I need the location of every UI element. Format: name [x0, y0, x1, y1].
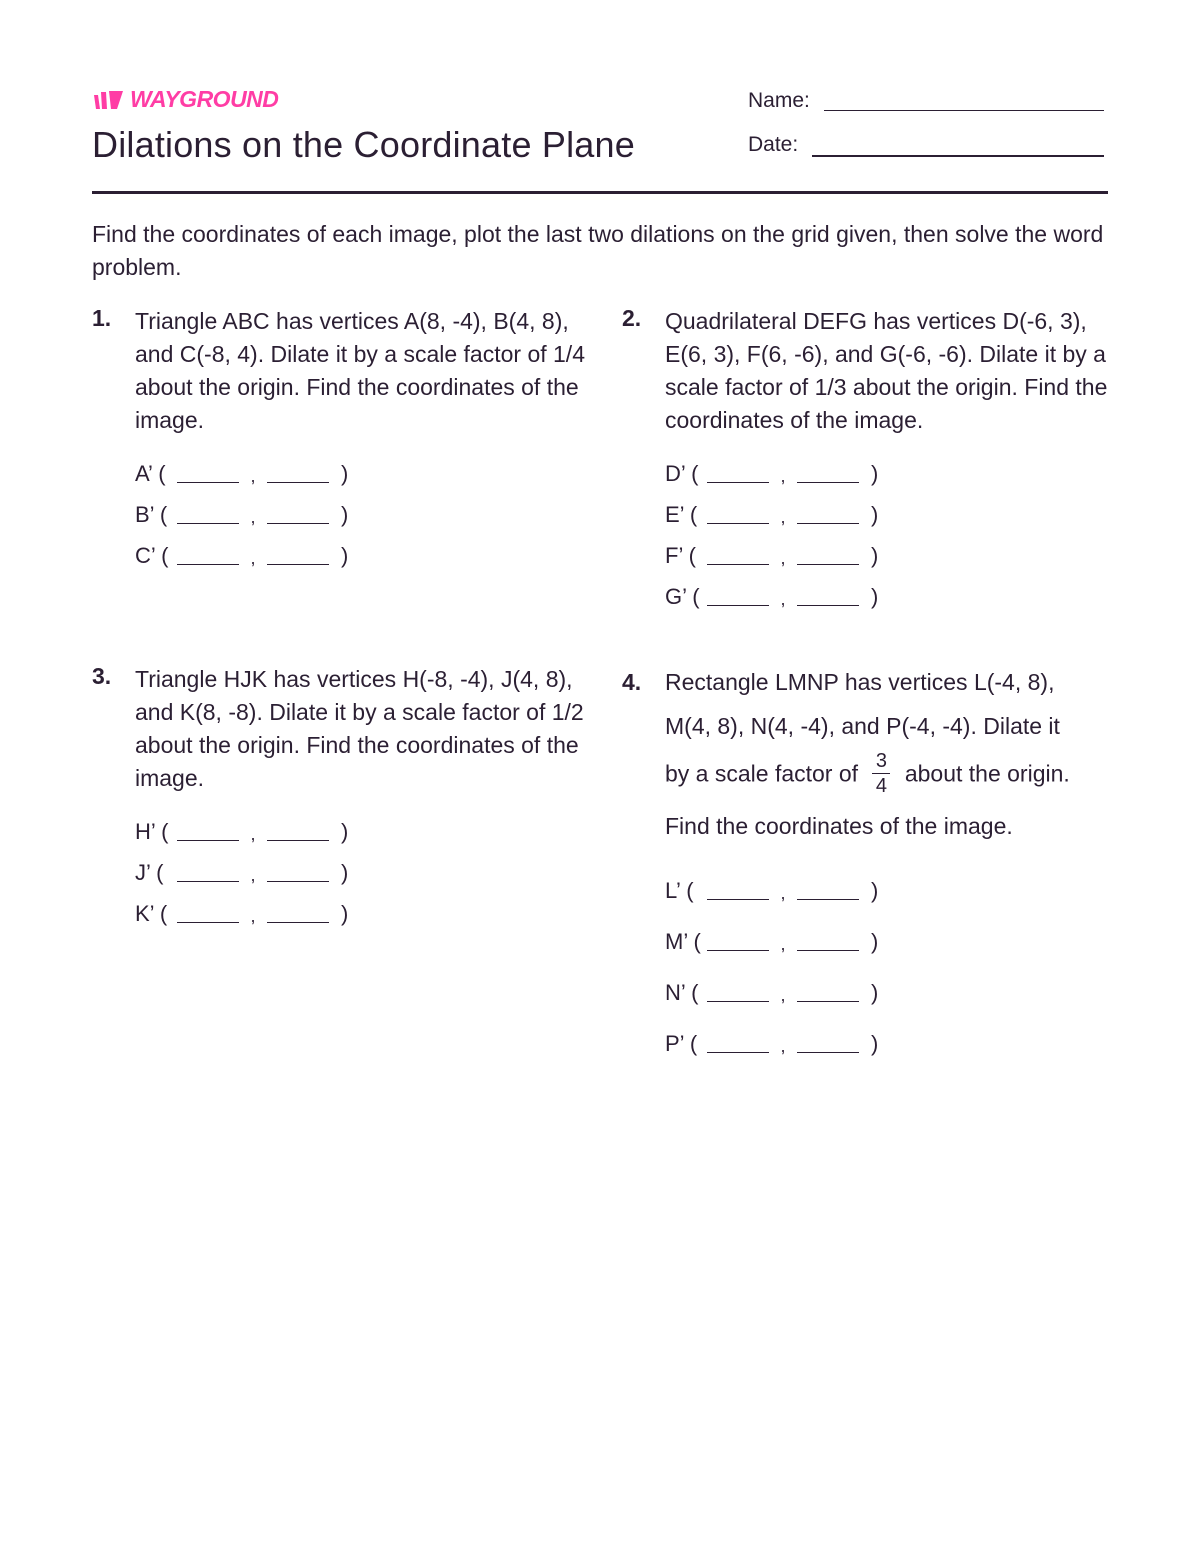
answer-row-j	[135, 856, 348, 886]
answer-row-c	[135, 539, 348, 569]
answer-label: G’ (	[665, 584, 700, 609]
close-paren: )	[341, 901, 349, 926]
problem-text: Quadrilateral DEFG has vertices D(-6, 3), E(6, 3), F(6, -6), and G(-6, -6). Dilate it by a scale factor of 1/3 about the origin. Find the coordinates of the image.	[665, 308, 1108, 433]
answer-blank-y[interactable]	[267, 880, 329, 882]
answer-blank-x[interactable]	[177, 522, 239, 524]
problem-number: 1.	[92, 305, 112, 331]
name-line[interactable]	[824, 109, 1104, 111]
answer-blank-y[interactable]	[797, 522, 859, 524]
problem-text-line-2: M(4, 8), N(4, -4), and P(-4, -4). Dilate it	[665, 713, 1060, 739]
answer-blank-y[interactable]	[267, 481, 329, 483]
answer-blank-y[interactable]	[797, 898, 859, 900]
fraction-bar	[872, 773, 890, 774]
answer-label: D’ (	[665, 461, 699, 486]
answer-row-m	[665, 925, 878, 955]
scale-factor-text: by a scale factor of	[665, 760, 859, 787]
comma: ,	[250, 548, 256, 568]
answer-label: E’ (	[665, 502, 698, 527]
comma: ,	[780, 1036, 786, 1056]
comma: ,	[780, 548, 786, 568]
answer-blank-y[interactable]	[797, 563, 859, 565]
answer-row-g	[665, 580, 878, 610]
answer-label: N’ (	[665, 980, 699, 1005]
problem-number: 2.	[622, 305, 642, 331]
page-title: Dilations on the Coordinate Plane	[92, 124, 635, 165]
close-paren: )	[871, 461, 879, 486]
answer-row-l	[665, 874, 878, 904]
comma: ,	[780, 883, 786, 903]
answer-blank-y[interactable]	[797, 949, 859, 951]
answer-row-b	[135, 498, 348, 528]
about-origin-text: about the origin.	[904, 760, 1070, 787]
answer-row-p	[665, 1027, 878, 1057]
answer-blank-y[interactable]	[797, 604, 859, 606]
answer-blank-y[interactable]	[797, 481, 859, 483]
answer-blank-x[interactable]	[177, 481, 239, 483]
close-paren: )	[871, 502, 879, 527]
comma: ,	[780, 985, 786, 1005]
answer-row-e	[665, 498, 878, 528]
answer-blank-x[interactable]	[177, 563, 239, 565]
close-paren: )	[341, 502, 349, 527]
answer-blank-x[interactable]	[707, 563, 769, 565]
comma: ,	[250, 824, 256, 844]
comma: ,	[250, 865, 256, 885]
answer-label: K’ (	[135, 901, 168, 926]
answer-blank-y[interactable]	[267, 921, 329, 923]
answer-row-n	[665, 976, 878, 1006]
problem-number: 4.	[622, 669, 642, 695]
answer-blank-x[interactable]	[707, 949, 769, 951]
answer-blank-x[interactable]	[177, 839, 239, 841]
answer-blank-x[interactable]	[707, 481, 769, 483]
fraction-numerator: 3	[875, 750, 887, 772]
wayground-logo	[92, 86, 278, 113]
date-field[interactable]	[748, 133, 1104, 157]
comma: ,	[250, 906, 256, 926]
close-paren: )	[871, 1031, 879, 1056]
answer-label: A’ (	[135, 461, 166, 486]
close-paren: )	[871, 584, 879, 609]
answer-row-d	[665, 457, 878, 487]
answer-blank-y[interactable]	[797, 1051, 859, 1053]
wayground-logo-icon	[92, 89, 126, 111]
comma: ,	[250, 466, 256, 486]
problem-text: Triangle ABC has vertices A(8, -4), B(4, 8), and C(-8, 4). Dilate it by a scale factor of 1/4 about the origin. Find the coordinates of the image.	[135, 308, 585, 433]
close-paren: )	[871, 929, 879, 954]
comma: ,	[780, 589, 786, 609]
comma: ,	[780, 934, 786, 954]
close-paren: )	[341, 461, 349, 486]
answer-label: B’ (	[135, 502, 168, 527]
answer-label: H’ (	[135, 819, 169, 844]
answer-label: M’ (	[665, 929, 701, 954]
fraction	[872, 751, 890, 796]
close-paren: )	[871, 543, 879, 568]
answer-blank-y[interactable]	[267, 522, 329, 524]
comma: ,	[780, 466, 786, 486]
problem-text-line-3	[665, 750, 1070, 798]
answer-blank-y[interactable]	[267, 563, 329, 565]
name-field[interactable]	[748, 89, 1104, 113]
answer-blank-x[interactable]	[177, 880, 239, 882]
problem-number: 3.	[92, 663, 112, 689]
comma: ,	[780, 507, 786, 527]
date-line[interactable]	[812, 154, 1104, 157]
problem-text: Triangle HJK has vertices H(-8, -4), J(4, 8), and K(8, -8). Dilate it by a scale factor of 1/2 about the origin. Find the coordinates of the image.	[135, 666, 584, 791]
answer-row-k	[135, 897, 348, 927]
name-label: Name:	[748, 89, 810, 112]
answer-row-a	[135, 457, 348, 487]
problem-text-line-4: Find the coordinates of the image.	[665, 813, 1013, 839]
answer-blank-x[interactable]	[707, 522, 769, 524]
problem-text-line-1: Rectangle LMNP has vertices L(-4, 8),	[665, 669, 1055, 695]
close-paren: )	[871, 980, 879, 1005]
fraction-denominator: 4	[875, 775, 887, 797]
answer-label: P’ (	[665, 1031, 698, 1056]
comma: ,	[250, 507, 256, 527]
date-label: Date:	[748, 133, 799, 156]
answer-blank-x[interactable]	[707, 898, 769, 900]
header-divider	[92, 191, 1108, 194]
logo-text: WAYGROUND	[130, 86, 279, 112]
close-paren: )	[341, 543, 349, 568]
answer-row-f	[665, 539, 878, 569]
answer-blank-y[interactable]	[797, 1000, 859, 1002]
instructions: Find the coordinates of each image, plot the last two dilations on the grid given, then solve the word problem.	[92, 221, 1104, 280]
answer-blank-x[interactable]	[177, 921, 239, 923]
close-paren: )	[341, 819, 349, 844]
close-paren: )	[341, 860, 349, 885]
answer-label: J’ (	[135, 860, 164, 885]
answer-blank-y[interactable]	[267, 839, 329, 841]
answer-blank-x[interactable]	[707, 1000, 769, 1002]
answer-label: L’ (	[665, 878, 694, 903]
answer-label: F’ (	[665, 543, 696, 568]
answer-blank-x[interactable]	[707, 604, 769, 606]
answer-row-h	[135, 815, 348, 845]
answer-blank-x[interactable]	[707, 1051, 769, 1053]
answer-label: C’ (	[135, 543, 169, 568]
close-paren: )	[871, 878, 879, 903]
